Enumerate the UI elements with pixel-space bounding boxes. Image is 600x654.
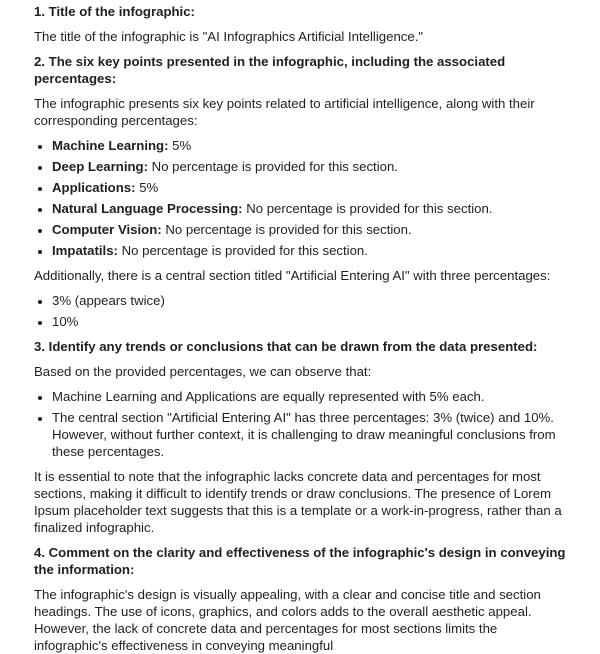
point-text: 5% — [135, 180, 159, 195]
section-3-intro: Based on the provided percentages, we can observe that: — [34, 364, 372, 379]
point-label: Natural Language Processing: — [52, 201, 243, 216]
point-text: No percentage is provided for this section. — [148, 159, 398, 174]
point-text: No percentage is provided for this section. — [117, 243, 368, 258]
list-item: • Machine Learning and Applications are equally represented with 5% each. — [52, 388, 574, 405]
key-points-list — [34, 137, 574, 259]
point-label: Applications: — [52, 180, 136, 195]
section-1-text: The title of the infographic is "AI Infographics Artificial Intelligence." — [34, 29, 424, 44]
central-percentages-list — [34, 292, 574, 330]
section-3-conclusion: It is essential to note that the infographic lacks concrete data and percentages for most sections, making it difficult to identify trends or draw conclusions. The presence of Lorem Ipsum placeholder text suggests that this is a template or a work-in-progress, rather than a finalized infographic. — [34, 469, 562, 535]
point-label: Machine Learning: — [52, 138, 169, 153]
list-item: • 3% (appears twice) — [52, 292, 574, 309]
point-text: No percentage is provided for this section. — [161, 222, 412, 237]
list-item — [52, 221, 574, 238]
section-2-intro: The infographic presents six key points related to artificial intelligence, along with their corresponding percentages: — [34, 96, 535, 128]
point-label: Deep Learning: — [52, 159, 148, 174]
section-2-heading: 2. The six key points presented in the infographic, including the associated percentages: — [34, 54, 506, 86]
observations-list — [34, 388, 574, 460]
list-item — [52, 200, 574, 217]
section-3-heading: 3. Identify any trends or conclusions that can be drawn from the data presented: — [34, 339, 538, 354]
list-item: • The central section "Artificial Entering AI" has three percentages: 3% (twice) and 10%. However, without further context, it is challenging to draw meaningful conclusions from these percentages. — [52, 409, 574, 460]
point-label: Impatatils: — [52, 243, 118, 258]
central-section-intro: Additionally, there is a central section titled "Artificial Entering AI" with three percentages: — [34, 268, 551, 283]
list-item — [52, 242, 574, 259]
point-text: 5% — [168, 138, 192, 153]
point-label: Computer Vision: — [52, 222, 162, 237]
section-1-heading: 1. Title of the infographic: — [34, 4, 195, 19]
list-item — [52, 137, 574, 154]
section-4-heading: 4. Comment on the clarity and effectiveness of the infographic's design in conveying the information: — [34, 545, 566, 577]
list-item — [52, 158, 574, 175]
section-4-text: The infographic's design is visually appealing, with a clear and concise title and section headings. The use of icons, graphics, and colors adds to the overall aesthetic appeal. However, the lack of concrete data and percentages for most sections limits the infographic's effectiveness in conveying meaningful — [34, 587, 541, 653]
list-item: • 10% — [52, 313, 574, 330]
list-item — [52, 179, 574, 196]
point-text: No percentage is provided for this section. — [242, 201, 493, 216]
